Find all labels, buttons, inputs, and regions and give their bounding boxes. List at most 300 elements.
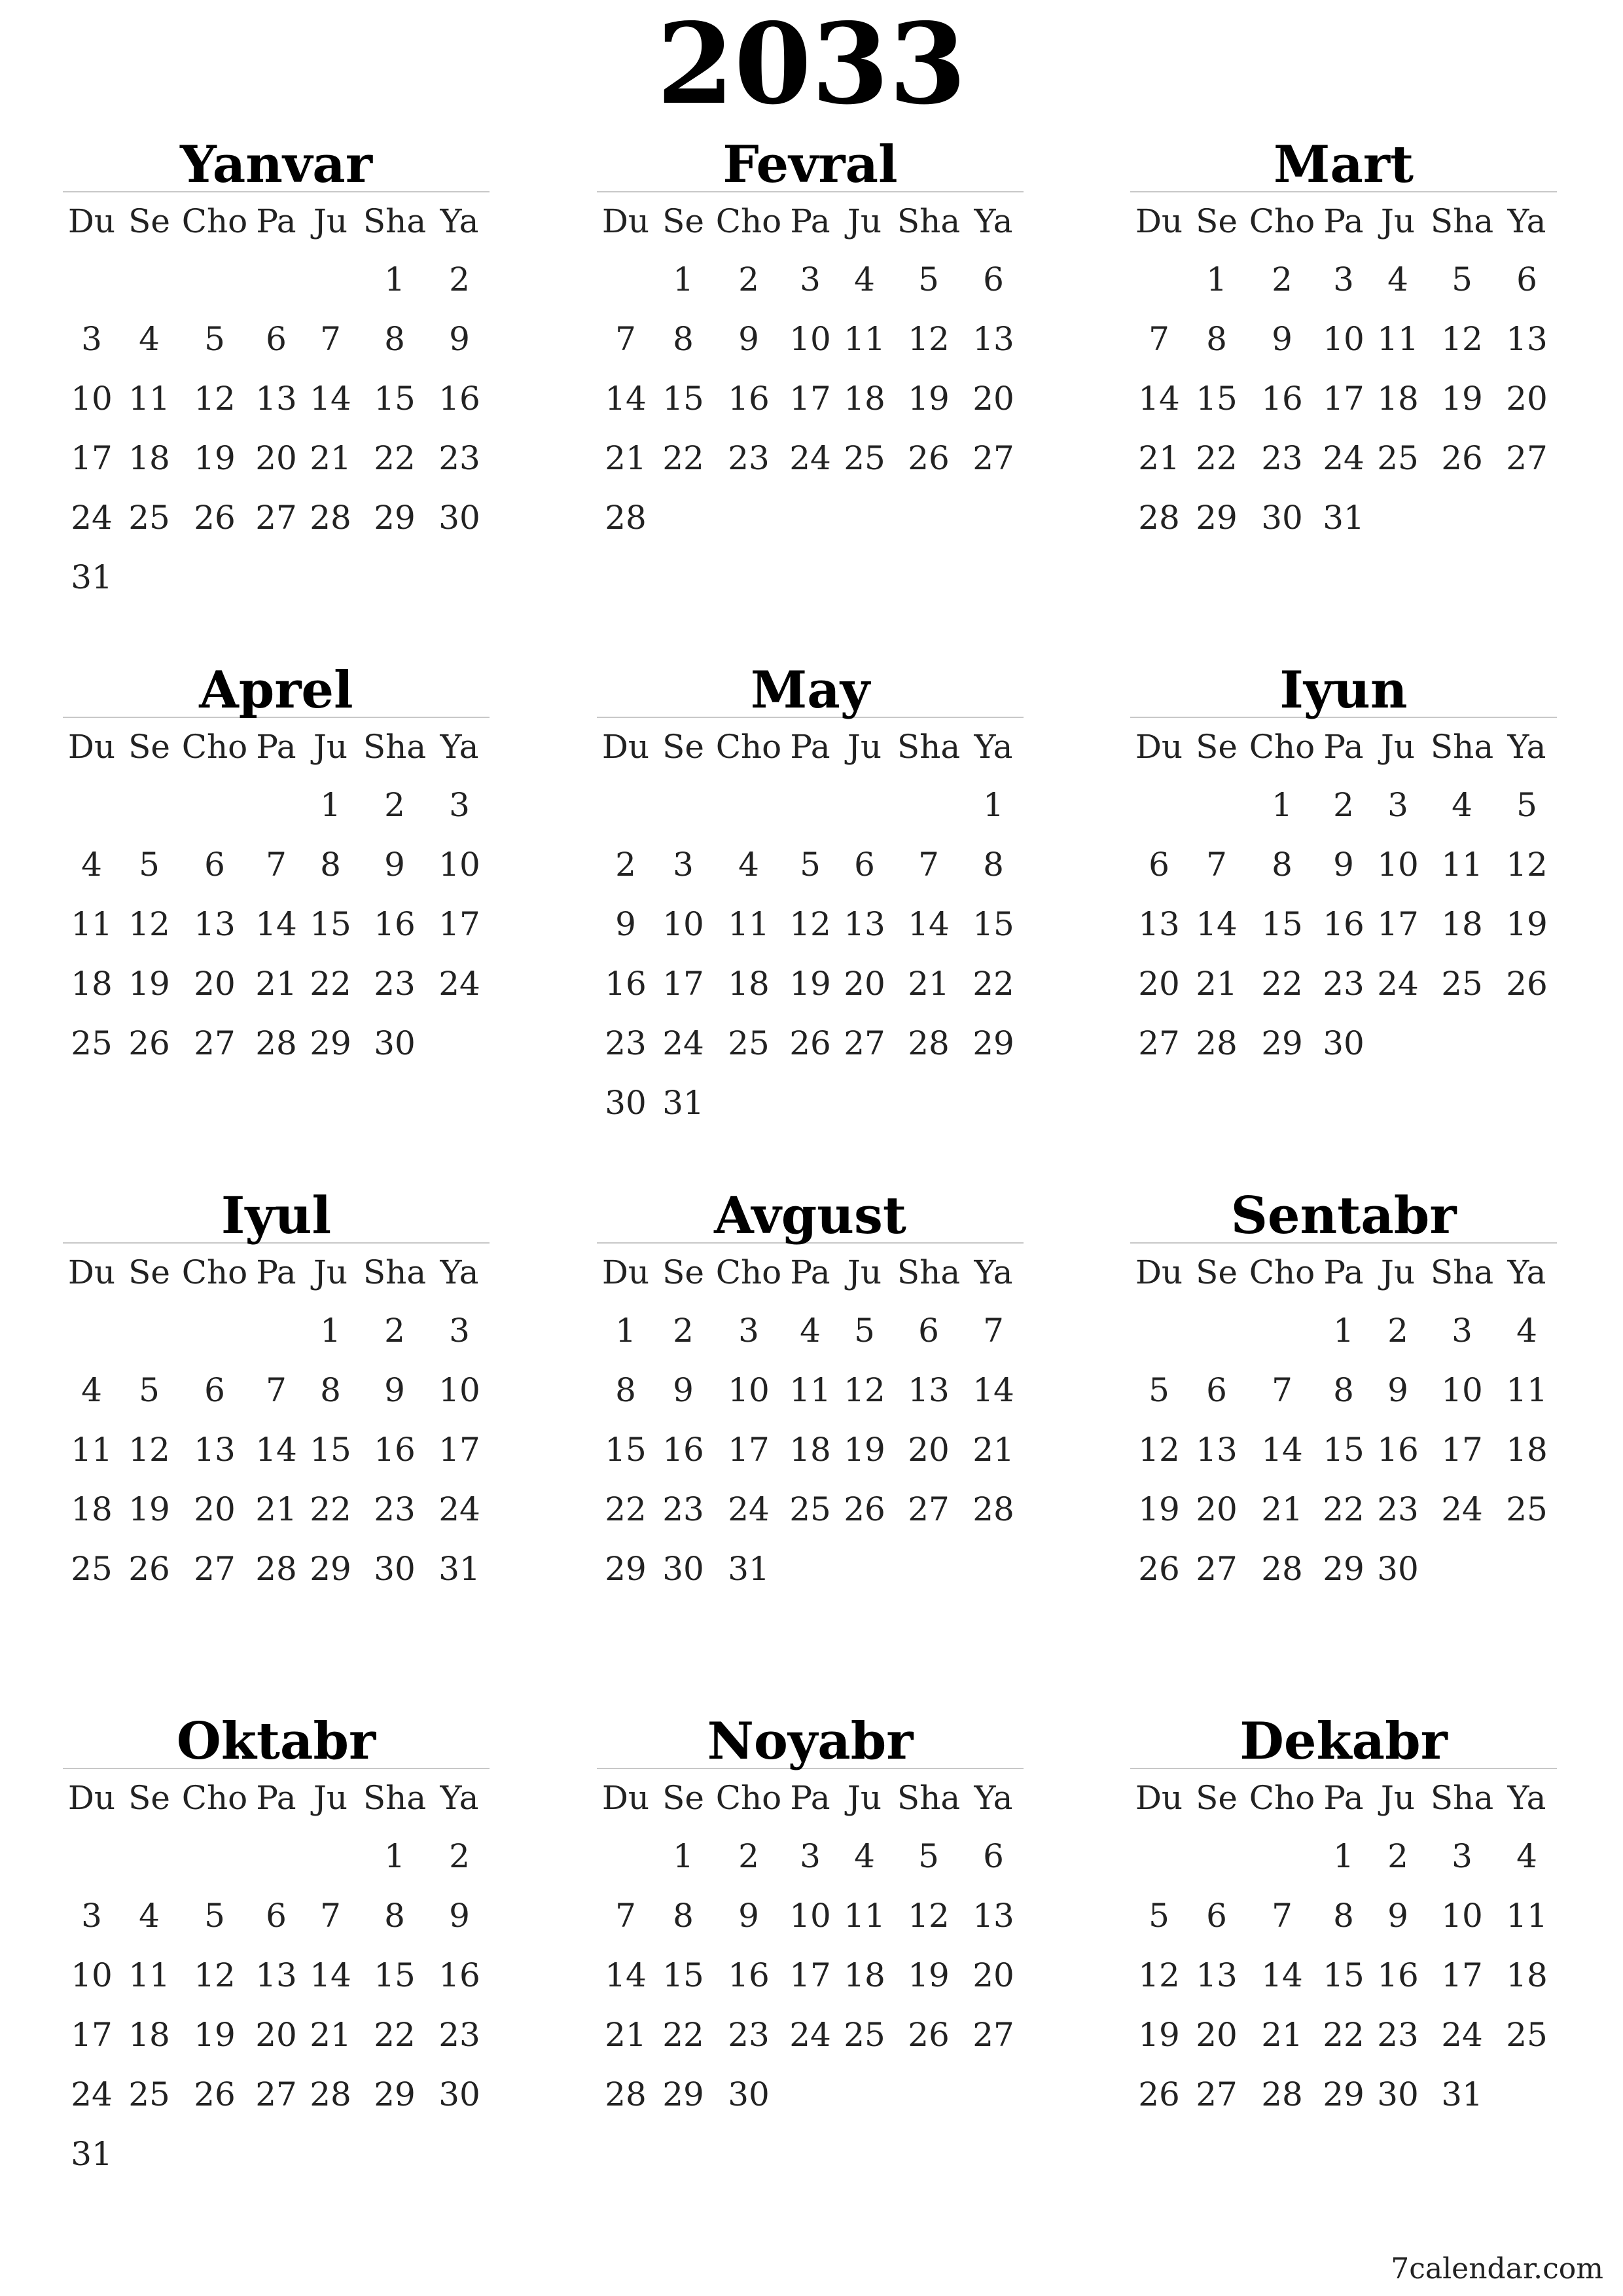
day-cell: 26 bbox=[908, 2016, 950, 2054]
empty-day-cell bbox=[178, 1301, 251, 1361]
day-cell: 11 bbox=[789, 1371, 831, 1409]
day-cell: 8 bbox=[384, 320, 405, 358]
empty-day-cell bbox=[894, 1073, 963, 1133]
week-row bbox=[63, 835, 490, 895]
day-cell: 22 bbox=[972, 965, 1014, 1003]
day-cell: 20 bbox=[194, 1490, 236, 1528]
day-cell: 7 bbox=[266, 1371, 287, 1409]
day-cell: 18 bbox=[1506, 1431, 1548, 1469]
day-cell: 22 bbox=[310, 1490, 351, 1528]
day-cell: 25 bbox=[1506, 2016, 1548, 2054]
day-cell: 8 bbox=[320, 846, 341, 884]
month-name: Aprel bbox=[63, 654, 490, 718]
day-cell: 25 bbox=[844, 439, 885, 477]
weekday-header: Du bbox=[1135, 728, 1183, 766]
weekday-header: Du bbox=[601, 1253, 650, 1291]
day-cell: 3 bbox=[1452, 1312, 1472, 1350]
day-cell: 16 bbox=[438, 1956, 480, 1994]
day-cell: 15 bbox=[1323, 1431, 1364, 1469]
day-cell: 4 bbox=[81, 1371, 102, 1409]
day-cell: 30 bbox=[1261, 499, 1303, 537]
day-cell: 10 bbox=[71, 1956, 113, 1994]
day-cell: 21 bbox=[605, 439, 647, 477]
day-cell: 6 bbox=[1149, 846, 1169, 884]
day-cell: 10 bbox=[1377, 846, 1419, 884]
day-cell: 22 bbox=[374, 439, 416, 477]
month-aprel bbox=[63, 654, 490, 1073]
day-cell: 22 bbox=[1196, 439, 1238, 477]
day-cell: 22 bbox=[1261, 965, 1303, 1003]
day-cell: 29 bbox=[310, 1550, 351, 1588]
day-cell: 3 bbox=[673, 846, 694, 884]
week-row bbox=[63, 2065, 490, 2125]
day-cell: 12 bbox=[908, 320, 950, 358]
weekday-header: Cho bbox=[715, 202, 782, 240]
weekday-header: Pa bbox=[1323, 1779, 1364, 1817]
week-row bbox=[63, 1946, 490, 2005]
day-cell: 23 bbox=[662, 1490, 704, 1528]
week-row bbox=[1130, 776, 1557, 835]
day-cell: 8 bbox=[320, 1371, 341, 1409]
day-cell: 13 bbox=[1506, 320, 1548, 358]
day-cell: 1 bbox=[1272, 786, 1293, 824]
day-cell: 15 bbox=[662, 1956, 704, 1994]
day-cell: 1 bbox=[1333, 1837, 1354, 1875]
empty-day-cell bbox=[1368, 1014, 1427, 1073]
weekday-header: Ju bbox=[847, 728, 882, 766]
day-cell: 6 bbox=[983, 1837, 1004, 1875]
weekday-header: Sha bbox=[363, 728, 427, 766]
month-name: Dekabr bbox=[1130, 1705, 1557, 1769]
week-row bbox=[63, 2005, 490, 2065]
day-cell: 30 bbox=[728, 2075, 770, 2113]
day-cell: 26 bbox=[128, 1550, 170, 1588]
day-cell: 11 bbox=[128, 380, 170, 418]
day-cell: 19 bbox=[908, 1956, 950, 1994]
weekday-header: Sha bbox=[897, 202, 961, 240]
weekday-header: Se bbox=[662, 1779, 704, 1817]
day-cell: 15 bbox=[310, 1431, 351, 1469]
month-name: Iyun bbox=[1130, 654, 1557, 718]
day-cell: 1 bbox=[320, 1312, 341, 1350]
empty-day-cell bbox=[429, 1014, 490, 1073]
day-cell: 11 bbox=[844, 320, 885, 358]
weekday-header: Ya bbox=[440, 202, 479, 240]
day-cell: 20 bbox=[1138, 965, 1180, 1003]
day-cell: 19 bbox=[194, 439, 236, 477]
day-cell: 17 bbox=[789, 380, 831, 418]
day-cell: 6 bbox=[204, 1371, 225, 1409]
weekday-header: Cho bbox=[1249, 202, 1315, 240]
day-cell: 10 bbox=[438, 846, 480, 884]
weekday-header: Ya bbox=[440, 1779, 479, 1817]
day-cell: 16 bbox=[1323, 905, 1364, 943]
day-cell: 21 bbox=[1261, 1490, 1303, 1528]
week-row bbox=[597, 1014, 1024, 1073]
week-row bbox=[597, 429, 1024, 488]
weekday-header: Cho bbox=[715, 1779, 782, 1817]
month-sentabr bbox=[1130, 1179, 1557, 1599]
day-cell: 1 bbox=[673, 260, 694, 298]
weekday-header: Se bbox=[1196, 1779, 1238, 1817]
day-cell: 5 bbox=[1516, 786, 1537, 824]
week-row bbox=[63, 429, 490, 488]
month-name: Mart bbox=[1130, 128, 1557, 192]
empty-day-cell bbox=[1188, 1827, 1245, 1886]
weekday-header: Ya bbox=[1507, 202, 1546, 240]
day-cell: 10 bbox=[789, 320, 831, 358]
day-cell: 21 bbox=[908, 965, 950, 1003]
day-cell: 31 bbox=[1441, 2075, 1483, 2113]
day-cell: 14 bbox=[310, 380, 351, 418]
day-cell: 13 bbox=[972, 1897, 1014, 1935]
day-cell: 28 bbox=[1196, 1024, 1238, 1062]
day-cell: 4 bbox=[139, 320, 160, 358]
day-cell: 25 bbox=[789, 1490, 831, 1528]
day-cell: 11 bbox=[71, 1431, 113, 1469]
day-cell: 21 bbox=[310, 2016, 351, 2054]
day-cell: 11 bbox=[1441, 846, 1483, 884]
day-cell: 29 bbox=[1196, 499, 1238, 537]
day-cell: 12 bbox=[194, 1956, 236, 1994]
day-cell: 9 bbox=[1387, 1371, 1408, 1409]
day-cell: 9 bbox=[738, 320, 759, 358]
empty-day-cell bbox=[785, 776, 835, 835]
day-cell: 18 bbox=[844, 1956, 885, 1994]
week-row bbox=[63, 954, 490, 1014]
empty-day-cell bbox=[785, 1539, 835, 1599]
week-row bbox=[1130, 1946, 1557, 2005]
day-cell: 25 bbox=[71, 1024, 113, 1062]
empty-day-cell bbox=[1497, 2065, 1557, 2125]
empty-day-cell bbox=[251, 1827, 301, 1886]
weekday-header: Du bbox=[1135, 202, 1183, 240]
day-cell: 5 bbox=[204, 320, 225, 358]
empty-day-cell bbox=[1130, 250, 1188, 310]
day-cell: 16 bbox=[1377, 1431, 1419, 1469]
day-cell: 4 bbox=[1387, 260, 1408, 298]
day-cell: 8 bbox=[615, 1371, 636, 1409]
day-cell: 24 bbox=[71, 499, 113, 537]
day-cell: 27 bbox=[1138, 1024, 1180, 1062]
day-cell: 20 bbox=[1196, 2016, 1238, 2054]
day-cell: 16 bbox=[374, 1431, 416, 1469]
empty-day-cell bbox=[63, 1827, 120, 1886]
day-cell: 24 bbox=[438, 1490, 480, 1528]
day-cell: 14 bbox=[605, 380, 647, 418]
day-cell: 8 bbox=[1272, 846, 1293, 884]
day-cell: 7 bbox=[615, 1897, 636, 1935]
day-cell: 17 bbox=[1323, 380, 1364, 418]
day-cell: 18 bbox=[789, 1431, 831, 1469]
day-cell: 29 bbox=[1323, 1550, 1364, 1588]
day-cell: 15 bbox=[310, 905, 351, 943]
day-cell: 4 bbox=[800, 1312, 821, 1350]
week-row bbox=[63, 1539, 490, 1599]
day-cell: 19 bbox=[1138, 2016, 1180, 2054]
day-cell: 2 bbox=[738, 260, 759, 298]
weekday-header: Se bbox=[128, 1779, 170, 1817]
day-cell: 29 bbox=[1261, 1024, 1303, 1062]
week-row bbox=[63, 1014, 490, 1073]
day-cell: 20 bbox=[255, 439, 297, 477]
weekday-header: Du bbox=[1135, 1253, 1183, 1291]
day-cell: 30 bbox=[374, 1550, 416, 1588]
weekday-header: Pa bbox=[256, 1253, 296, 1291]
day-cell: 29 bbox=[972, 1024, 1014, 1062]
day-cell: 7 bbox=[1272, 1897, 1293, 1935]
day-cell: 31 bbox=[728, 1550, 770, 1588]
week-row bbox=[1130, 835, 1557, 895]
month-days-table bbox=[1130, 1244, 1557, 1599]
empty-day-cell bbox=[1245, 1827, 1319, 1886]
weekday-header: Pa bbox=[790, 1253, 830, 1291]
day-cell: 28 bbox=[310, 2075, 351, 2113]
day-cell: 2 bbox=[738, 1837, 759, 1875]
day-cell: 13 bbox=[194, 905, 236, 943]
day-cell: 22 bbox=[374, 2016, 416, 2054]
empty-day-cell bbox=[894, 2065, 963, 2125]
day-cell: 14 bbox=[310, 1956, 351, 1994]
empty-day-cell bbox=[785, 1073, 835, 1133]
weekday-header: Pa bbox=[1323, 1253, 1364, 1291]
day-cell: 3 bbox=[1452, 1837, 1472, 1875]
day-cell: 4 bbox=[81, 846, 102, 884]
day-cell: 13 bbox=[255, 380, 297, 418]
weekday-header: Du bbox=[67, 1779, 116, 1817]
day-cell: 24 bbox=[1323, 439, 1364, 477]
day-cell: 29 bbox=[605, 1550, 647, 1588]
day-cell: 27 bbox=[908, 1490, 950, 1528]
day-cell: 6 bbox=[266, 320, 287, 358]
week-row bbox=[1130, 895, 1557, 954]
day-cell: 18 bbox=[71, 965, 113, 1003]
week-row bbox=[597, 250, 1024, 310]
month-days-table bbox=[1130, 192, 1557, 548]
day-cell: 24 bbox=[71, 2075, 113, 2113]
empty-day-cell bbox=[654, 488, 712, 548]
day-cell: 23 bbox=[438, 439, 480, 477]
day-cell: 2 bbox=[449, 1837, 470, 1875]
week-row bbox=[63, 1886, 490, 1946]
weekday-header: Ju bbox=[847, 1779, 882, 1817]
day-cell: 4 bbox=[854, 1837, 875, 1875]
week-row bbox=[597, 835, 1024, 895]
day-cell: 22 bbox=[310, 965, 351, 1003]
day-cell: 22 bbox=[1323, 1490, 1364, 1528]
weekday-header: Sha bbox=[1430, 1779, 1494, 1817]
day-cell: 13 bbox=[255, 1956, 297, 1994]
week-row bbox=[63, 2125, 490, 2184]
empty-day-cell bbox=[120, 250, 178, 310]
weekday-header: Ju bbox=[847, 1253, 882, 1291]
empty-day-cell bbox=[894, 776, 963, 835]
day-cell: 26 bbox=[1138, 1550, 1180, 1588]
day-cell: 20 bbox=[908, 1431, 950, 1469]
empty-day-cell bbox=[835, 488, 894, 548]
weekday-header: Sha bbox=[897, 1253, 961, 1291]
day-cell: 11 bbox=[728, 905, 770, 943]
day-cell: 1 bbox=[1333, 1312, 1354, 1350]
empty-day-cell bbox=[1427, 488, 1497, 548]
day-cell: 24 bbox=[662, 1024, 704, 1062]
day-cell: 2 bbox=[615, 846, 636, 884]
day-cell: 21 bbox=[255, 965, 297, 1003]
day-cell: 18 bbox=[844, 380, 885, 418]
empty-day-cell bbox=[963, 1073, 1024, 1133]
day-cell: 23 bbox=[438, 2016, 480, 2054]
empty-day-cell bbox=[963, 488, 1024, 548]
empty-day-cell bbox=[1188, 776, 1245, 835]
day-cell: 26 bbox=[789, 1024, 831, 1062]
day-cell: 12 bbox=[1138, 1431, 1180, 1469]
week-row bbox=[597, 776, 1024, 835]
week-row bbox=[63, 548, 490, 607]
week-row bbox=[1130, 1539, 1557, 1599]
weekday-header: Se bbox=[1196, 728, 1238, 766]
weekday-header: Cho bbox=[181, 202, 248, 240]
day-cell: 12 bbox=[908, 1897, 950, 1935]
day-cell: 28 bbox=[255, 1024, 297, 1062]
empty-day-cell bbox=[301, 250, 360, 310]
day-cell: 31 bbox=[438, 1550, 480, 1588]
day-cell: 4 bbox=[1516, 1837, 1537, 1875]
weekday-header: Du bbox=[67, 1253, 116, 1291]
empty-day-cell bbox=[301, 548, 360, 607]
day-cell: 28 bbox=[1138, 499, 1180, 537]
day-cell: 21 bbox=[1138, 439, 1180, 477]
day-cell: 15 bbox=[374, 1956, 416, 1994]
day-cell: 12 bbox=[789, 905, 831, 943]
day-cell: 27 bbox=[194, 1024, 236, 1062]
day-cell: 25 bbox=[1441, 965, 1483, 1003]
empty-day-cell bbox=[963, 1539, 1024, 1599]
empty-day-cell bbox=[301, 1827, 360, 1886]
day-cell: 19 bbox=[789, 965, 831, 1003]
day-cell: 17 bbox=[789, 1956, 831, 1994]
month-days-table bbox=[597, 192, 1024, 548]
day-cell: 3 bbox=[800, 1837, 821, 1875]
day-cell: 17 bbox=[1377, 905, 1419, 943]
day-cell: 30 bbox=[1377, 1550, 1419, 1588]
empty-day-cell bbox=[835, 776, 894, 835]
day-cell: 15 bbox=[605, 1431, 647, 1469]
day-cell: 9 bbox=[673, 1371, 694, 1409]
day-cell: 22 bbox=[662, 439, 704, 477]
weekday-header: Cho bbox=[181, 1779, 248, 1817]
day-cell: 11 bbox=[71, 905, 113, 943]
empty-day-cell bbox=[894, 488, 963, 548]
day-cell: 18 bbox=[128, 2016, 170, 2054]
empty-day-cell bbox=[835, 1539, 894, 1599]
day-cell: 13 bbox=[844, 905, 885, 943]
weekday-header: Cho bbox=[715, 728, 782, 766]
day-cell: 9 bbox=[1272, 320, 1293, 358]
weekday-header: Se bbox=[1196, 202, 1238, 240]
day-cell: 16 bbox=[1261, 380, 1303, 418]
weekday-header: Ju bbox=[313, 728, 348, 766]
day-cell: 16 bbox=[1377, 1956, 1419, 1994]
weekday-header: Ju bbox=[313, 1779, 348, 1817]
weekday-header: Cho bbox=[181, 728, 248, 766]
day-cell: 16 bbox=[605, 965, 647, 1003]
day-cell: 4 bbox=[738, 846, 759, 884]
day-cell: 26 bbox=[128, 1024, 170, 1062]
year-title: 2033 bbox=[656, 0, 967, 130]
empty-day-cell bbox=[597, 250, 654, 310]
day-cell: 23 bbox=[728, 2016, 770, 2054]
weekday-header: Sha bbox=[363, 202, 427, 240]
weekday-header: Ya bbox=[974, 1779, 1013, 1817]
day-cell: 24 bbox=[1441, 1490, 1483, 1528]
week-row bbox=[597, 954, 1024, 1014]
empty-day-cell bbox=[360, 2125, 429, 2184]
day-cell: 15 bbox=[972, 905, 1014, 943]
month-mart bbox=[1130, 128, 1557, 548]
day-cell: 27 bbox=[844, 1024, 885, 1062]
day-cell: 13 bbox=[972, 320, 1014, 358]
week-row bbox=[63, 776, 490, 835]
empty-day-cell bbox=[251, 1301, 301, 1361]
day-cell: 6 bbox=[983, 260, 1004, 298]
day-cell: 12 bbox=[128, 1431, 170, 1469]
weekday-header: Ju bbox=[313, 1253, 348, 1291]
day-cell: 2 bbox=[449, 260, 470, 298]
day-cell: 14 bbox=[1138, 380, 1180, 418]
day-cell: 6 bbox=[204, 846, 225, 884]
day-cell: 20 bbox=[1196, 1490, 1238, 1528]
day-cell: 20 bbox=[972, 1956, 1014, 1994]
day-cell: 31 bbox=[662, 1084, 704, 1122]
day-cell: 27 bbox=[972, 439, 1014, 477]
week-row bbox=[63, 369, 490, 429]
weekday-header: Ju bbox=[847, 202, 882, 240]
empty-day-cell bbox=[1130, 1301, 1188, 1361]
week-row bbox=[597, 1073, 1024, 1133]
week-row bbox=[63, 310, 490, 369]
week-row bbox=[63, 1301, 490, 1361]
empty-day-cell bbox=[785, 488, 835, 548]
day-cell: 10 bbox=[662, 905, 704, 943]
empty-day-cell bbox=[178, 2125, 251, 2184]
month-name: Avgust bbox=[597, 1179, 1024, 1244]
month-name: Noyabr bbox=[597, 1705, 1024, 1769]
day-cell: 31 bbox=[1323, 499, 1364, 537]
day-cell: 5 bbox=[918, 260, 939, 298]
month-yanvar bbox=[63, 128, 490, 607]
day-cell: 27 bbox=[1196, 1550, 1238, 1588]
day-cell: 27 bbox=[255, 499, 297, 537]
day-cell: 14 bbox=[908, 905, 950, 943]
day-cell: 8 bbox=[1206, 320, 1227, 358]
day-cell: 28 bbox=[908, 1024, 950, 1062]
day-cell: 27 bbox=[255, 2075, 297, 2113]
month-noyabr bbox=[597, 1705, 1024, 2125]
weekday-header: Pa bbox=[256, 728, 296, 766]
weekday-header: Du bbox=[601, 1779, 650, 1817]
day-cell: 26 bbox=[1138, 2075, 1180, 2113]
day-cell: 6 bbox=[1516, 260, 1537, 298]
day-cell: 19 bbox=[1506, 905, 1548, 943]
day-cell: 11 bbox=[1506, 1897, 1548, 1935]
day-cell: 29 bbox=[1323, 2075, 1364, 2113]
day-cell: 9 bbox=[1333, 846, 1354, 884]
day-cell: 23 bbox=[1377, 2016, 1419, 2054]
week-row bbox=[1130, 488, 1557, 548]
day-cell: 5 bbox=[139, 846, 160, 884]
day-cell: 26 bbox=[908, 439, 950, 477]
week-row bbox=[597, 1886, 1024, 1946]
